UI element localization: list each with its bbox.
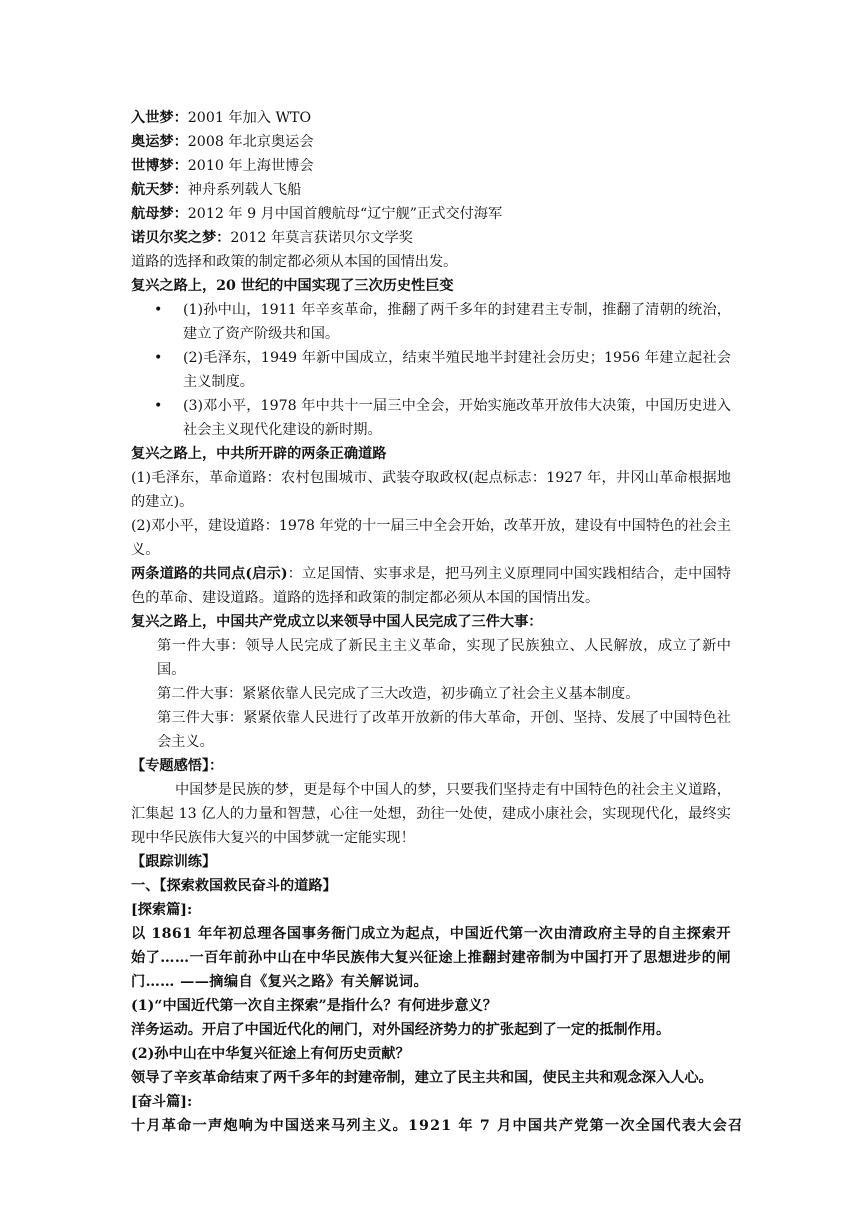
list-item: • (1)孙中山，1911 年辛亥革命，推翻了两千多年的封建君主专制，推翻了清朝的统治，建立了资产阶级共和国。 [131,298,731,346]
training-section-title: 一、【探索救国救民奋斗的道路】 [131,878,337,894]
dream-line [131,226,731,250]
training-heading: 【跟踪训练】 [131,854,217,870]
changes-list [131,298,731,442]
dream-label: 诺贝尔奖之梦 [131,230,217,246]
dream-label: 奥运梦 [131,134,174,150]
event-item: 第三件大事：紧紧依靠人民进行了改革开放新的伟大革命，开创、坚持、发展了中国特色社会主义。 [157,710,731,750]
list-item: • (2)毛泽东，1949 年新中国成立，结束半殖民地半封建社会历史；1956 年建立起社会主义制度。 [131,346,731,394]
dream-line [131,130,731,154]
dream-sep: ： [173,206,188,222]
insight-text: 中国梦是民族的梦，更是每个中国人的梦，只要我们坚持走有中国特色的社会主义道路，汇集起 13 亿人的力量和智慧，心往一处想，劲往一处使，建成小康社会，实现现代化，最终实现中华民族伟大复兴的中国梦就一定能实现！ [131,782,731,846]
dream-sep: ： [216,230,231,246]
section-heading-roads: 复兴之路上，中共所开辟的两条正确道路 [131,446,387,462]
dream-label: 世博梦 [131,158,174,174]
national-conditions-note: 道路的选择和政策的制定都必须从本国的国情出发。 [131,254,458,270]
list-item: • (3)邓小平，1978 年中共十一届三中全会，开始实施改革开放伟大决策，中国历史进入社会主义现代化建设的新时期。 [131,394,731,442]
dream-line [131,154,731,178]
dream-label: 入世梦 [131,110,174,126]
struggle-label: [奋斗篇]: [131,1094,193,1110]
dream-sep: ： [173,134,188,150]
section-heading-events: 复兴之路上，中国共产党成立以来领导中国人民完成了三件大事： [131,614,543,630]
road-item: (1)毛泽东，革命道路：农村包围城市、武装夺取政权(起点标志：1927 年，井冈山革命根据地的建立)。 [131,470,731,510]
document-body [131,106,744,1138]
event-item: 第二件大事：紧紧依靠人民完成了三大改造，初步确立了社会主义基本制度。 [157,686,640,702]
dream-line [131,106,731,130]
dream-sep: ： [173,182,188,198]
dream-text: 2012 年 9 月中国首艘航母“辽宁舰”正式交付海军 [187,206,503,222]
dream-text: 2012 年莫言获诺贝尔文学奖 [230,230,413,246]
dream-label: 航天梦 [131,182,174,198]
explore-label: [探索篇]: [131,902,193,918]
explore-text: 以 1861 年年初总理各国事务衙门成立为起点，中国近代第一次由清政府主导的自主探索开始了……一百年前孙中山在中华民族伟大复兴征途上推翻封建帝制为中国打开了思想进步的闸门…… ——摘编自《复兴之路》有关解说词。 [131,926,731,990]
answer-1: 洋务运动。开启了中国近代化的闸门，对外国经济势力的扩张起到了一定的抵制作用。 [131,1022,671,1038]
answer-2: 领导了辛亥革命结束了两千多年的封建帝制，建立了民主共和国，使民主共和观念深入人心。 [131,1070,713,1086]
roads-common-label: 两条道路的共同点(启示) [131,566,288,582]
road-item: (2)邓小平，建设道路：1978 年党的十一届三中全会开始，改革开放，建设有中国特色的社会主义。 [131,518,731,558]
dream-text: 2008 年北京奥运会 [187,134,314,150]
event-item: 第一件大事：领导人民完成了新民主主义革命，实现了民族独立、人民解放，成立了新中国。 [157,638,731,678]
dream-text: 神舟系列载人飞船 [187,182,302,198]
dream-sep: ： [173,158,188,174]
dream-label: 航母梦 [131,206,174,222]
section-heading-changes: 复兴之路上，20 世纪的中国实现了三次历史性巨变 [131,278,454,294]
roads-common-text: ：立足国情、实事求是，把马列主义原理同中国实践相结合，走中国特色的革命、建设道路。道路的选择和政策的制定都必须从本国的国情出发。 [131,566,731,606]
dream-sep: ： [173,110,188,126]
dream-line [131,202,731,226]
question-2: (2)孙中山在中华复兴征途上有何历史贡献？ [131,1046,410,1062]
roads-common [131,562,731,610]
dream-text: 2001 年加入 WTO [187,110,312,126]
question-1: (1)“中国近代第一次自主探索”是指什么？有何进步意义？ [131,998,497,1014]
dream-line [131,178,731,202]
dream-text: 2010 年上海世博会 [187,158,314,174]
struggle-text: 十月革命一声炮响为中国送来马列主义。1921 年 7 月中国共产党第一次全国代表大会召 [131,1118,744,1134]
insight-heading: 【专题感悟】： [131,758,224,774]
